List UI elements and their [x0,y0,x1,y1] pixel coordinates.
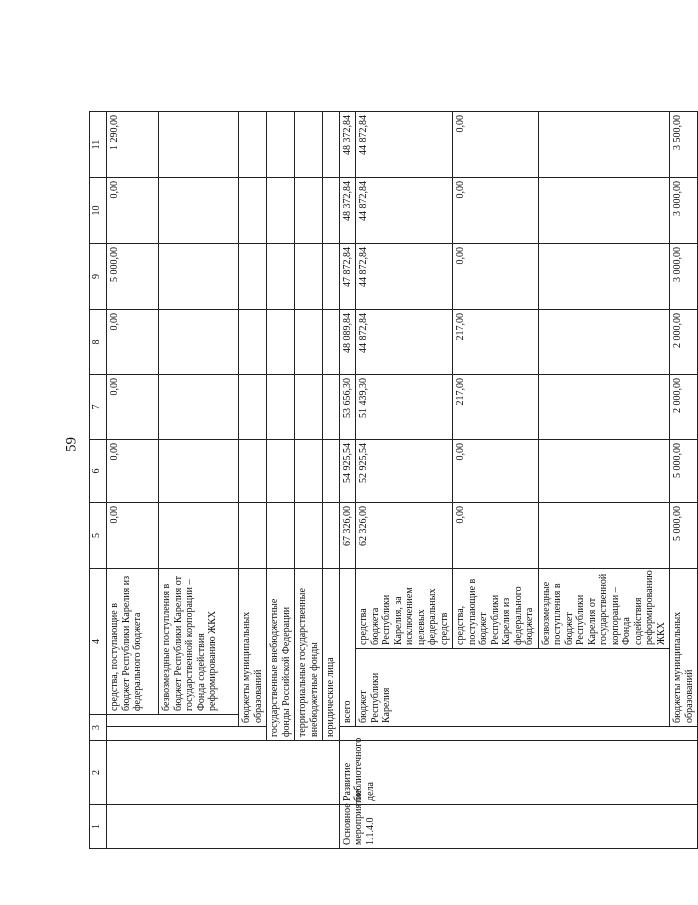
value-cell [267,244,295,310]
value-cell [295,310,323,375]
value-cell: 5 000,00 [670,503,698,569]
value-cell: 48 372,84 [339,178,356,244]
value-cell [159,503,239,569]
value-cell [295,112,323,178]
value-cell [267,310,295,375]
total-label: всего [339,569,356,727]
value-cell [538,503,670,569]
source-label: юридические лица [323,569,340,741]
value-cell: 52 925,54 [356,440,453,503]
value-cell [538,178,670,244]
value-cell [323,112,340,178]
value-cell [159,440,239,503]
value-cell [323,310,340,375]
source-label: бюджеты муниципальных образований [670,569,698,727]
header-cell: 8 [90,310,107,375]
value-cell [323,503,340,569]
value-cell [159,375,239,440]
cell-empty [107,727,267,741]
value-cell [538,244,670,310]
value-cell: 48 372,84 [339,112,356,178]
value-cell [538,440,670,503]
value-cell: 47 872,84 [339,244,356,310]
value-cell [159,310,239,375]
source-label: безвозмездные поступления в бюджет Республики Карелия от государственной корпорации – Фонда содействия реформированию ЖКХ [538,569,670,649]
value-cell [323,244,340,310]
value-cell: 0,00 [107,375,159,440]
cell-empty [107,741,340,805]
value-cell: 0,00 [453,244,539,310]
value-cell [267,503,295,569]
value-cell [538,375,670,440]
value-cell: 44 872,84 [356,244,453,310]
measure-title: Развитие библиотечного дела [339,741,698,805]
value-cell: 5 000,00 [107,244,159,310]
source-label: средства, поступающие в бюджет Республики Карелия из федерального бюджета [453,569,539,649]
value-cell [159,112,239,178]
cell-empty [107,715,239,727]
value-cell [295,503,323,569]
value-cell [323,440,340,503]
header-cell: 9 [90,244,107,310]
source-label: бюджеты муниципальных образований [239,569,267,727]
header-cell: 10 [90,178,107,244]
value-cell: 0,00 [453,112,539,178]
source-label: территориальные государственные внебюджетные фонды [295,569,323,741]
value-cell [239,112,267,178]
measure-code: Основное мероприятие 1.1.4.0 [339,805,698,849]
value-cell [159,244,239,310]
table-row [295,49,323,849]
budget-group-label: бюджет Республики Карелия [356,649,670,727]
value-cell [538,112,670,178]
value-cell: 54 925,54 [339,440,356,503]
value-cell: 2 000,00 [670,375,698,440]
header-cell: 11 [90,112,107,178]
value-cell [267,440,295,503]
value-cell [239,503,267,569]
value-cell: 44 872,84 [356,310,453,375]
column-numbers-row [90,49,107,849]
value-cell: 0,00 [107,310,159,375]
value-cell [239,440,267,503]
value-cell [323,375,340,440]
value-cell: 5 000,00 [670,440,698,503]
header-cell: 2 [90,741,107,805]
cell-empty [339,727,698,741]
value-cell [239,310,267,375]
value-cell: 0,00 [107,503,159,569]
value-cell: 62 326,00 [356,503,453,569]
value-cell [239,178,267,244]
value-cell: 3 000,00 [670,244,698,310]
value-cell: 0,00 [453,178,539,244]
value-cell: 217,00 [453,310,539,375]
financing-table [89,48,698,849]
value-cell: 2 000,00 [670,310,698,375]
value-cell: 67 326,00 [339,503,356,569]
source-label: государственные внебюджетные фонды Российской Федерации [267,569,295,741]
header-cell: 6 [90,440,107,503]
header-cell: 3 [90,715,107,741]
value-cell [295,375,323,440]
table-row [267,49,295,849]
value-cell [267,112,295,178]
header-cell: 5 [90,503,107,569]
value-cell [267,375,295,440]
value-cell [239,244,267,310]
value-cell: 48 089,84 [339,310,356,375]
value-cell [323,178,340,244]
value-cell [267,178,295,244]
value-cell [538,310,670,375]
cell-empty [107,805,340,849]
value-cell: 44 872,84 [356,178,453,244]
value-cell: 53 656,30 [339,375,356,440]
source-label: средства, поступающие в бюджет Республики Карелия из федерального бюджета [107,569,159,715]
rotated-table-wrapper [89,49,695,849]
value-cell: 0,00 [453,503,539,569]
value-cell: 1 290,00 [107,112,159,178]
source-label: безвозмездные поступления в бюджет Республики Карелия от государственной корпорации – Фонда содействия реформированию ЖКХ [159,569,239,715]
table-row [107,49,159,849]
value-cell [159,178,239,244]
value-cell [295,440,323,503]
value-cell: 51 439,30 [356,375,453,440]
value-cell [239,375,267,440]
value-cell [295,244,323,310]
value-cell [295,178,323,244]
header-cell: 4 [90,569,107,715]
page-number: 59 [63,437,80,452]
value-cell: 44 872,84 [356,112,453,178]
value-cell: 3 000,00 [670,178,698,244]
header-cell: 1 [90,805,107,849]
source-label: средства бюджета Республики Карелия, за исключением целевых федеральных средств [356,569,453,649]
table-row [323,49,340,849]
value-cell: 0,00 [107,440,159,503]
value-cell: 0,00 [453,440,539,503]
value-cell: 3 500,00 [670,112,698,178]
value-cell: 0,00 [107,178,159,244]
header-cell: 7 [90,375,107,440]
value-cell: 217,00 [453,375,539,440]
table-row [339,49,356,849]
